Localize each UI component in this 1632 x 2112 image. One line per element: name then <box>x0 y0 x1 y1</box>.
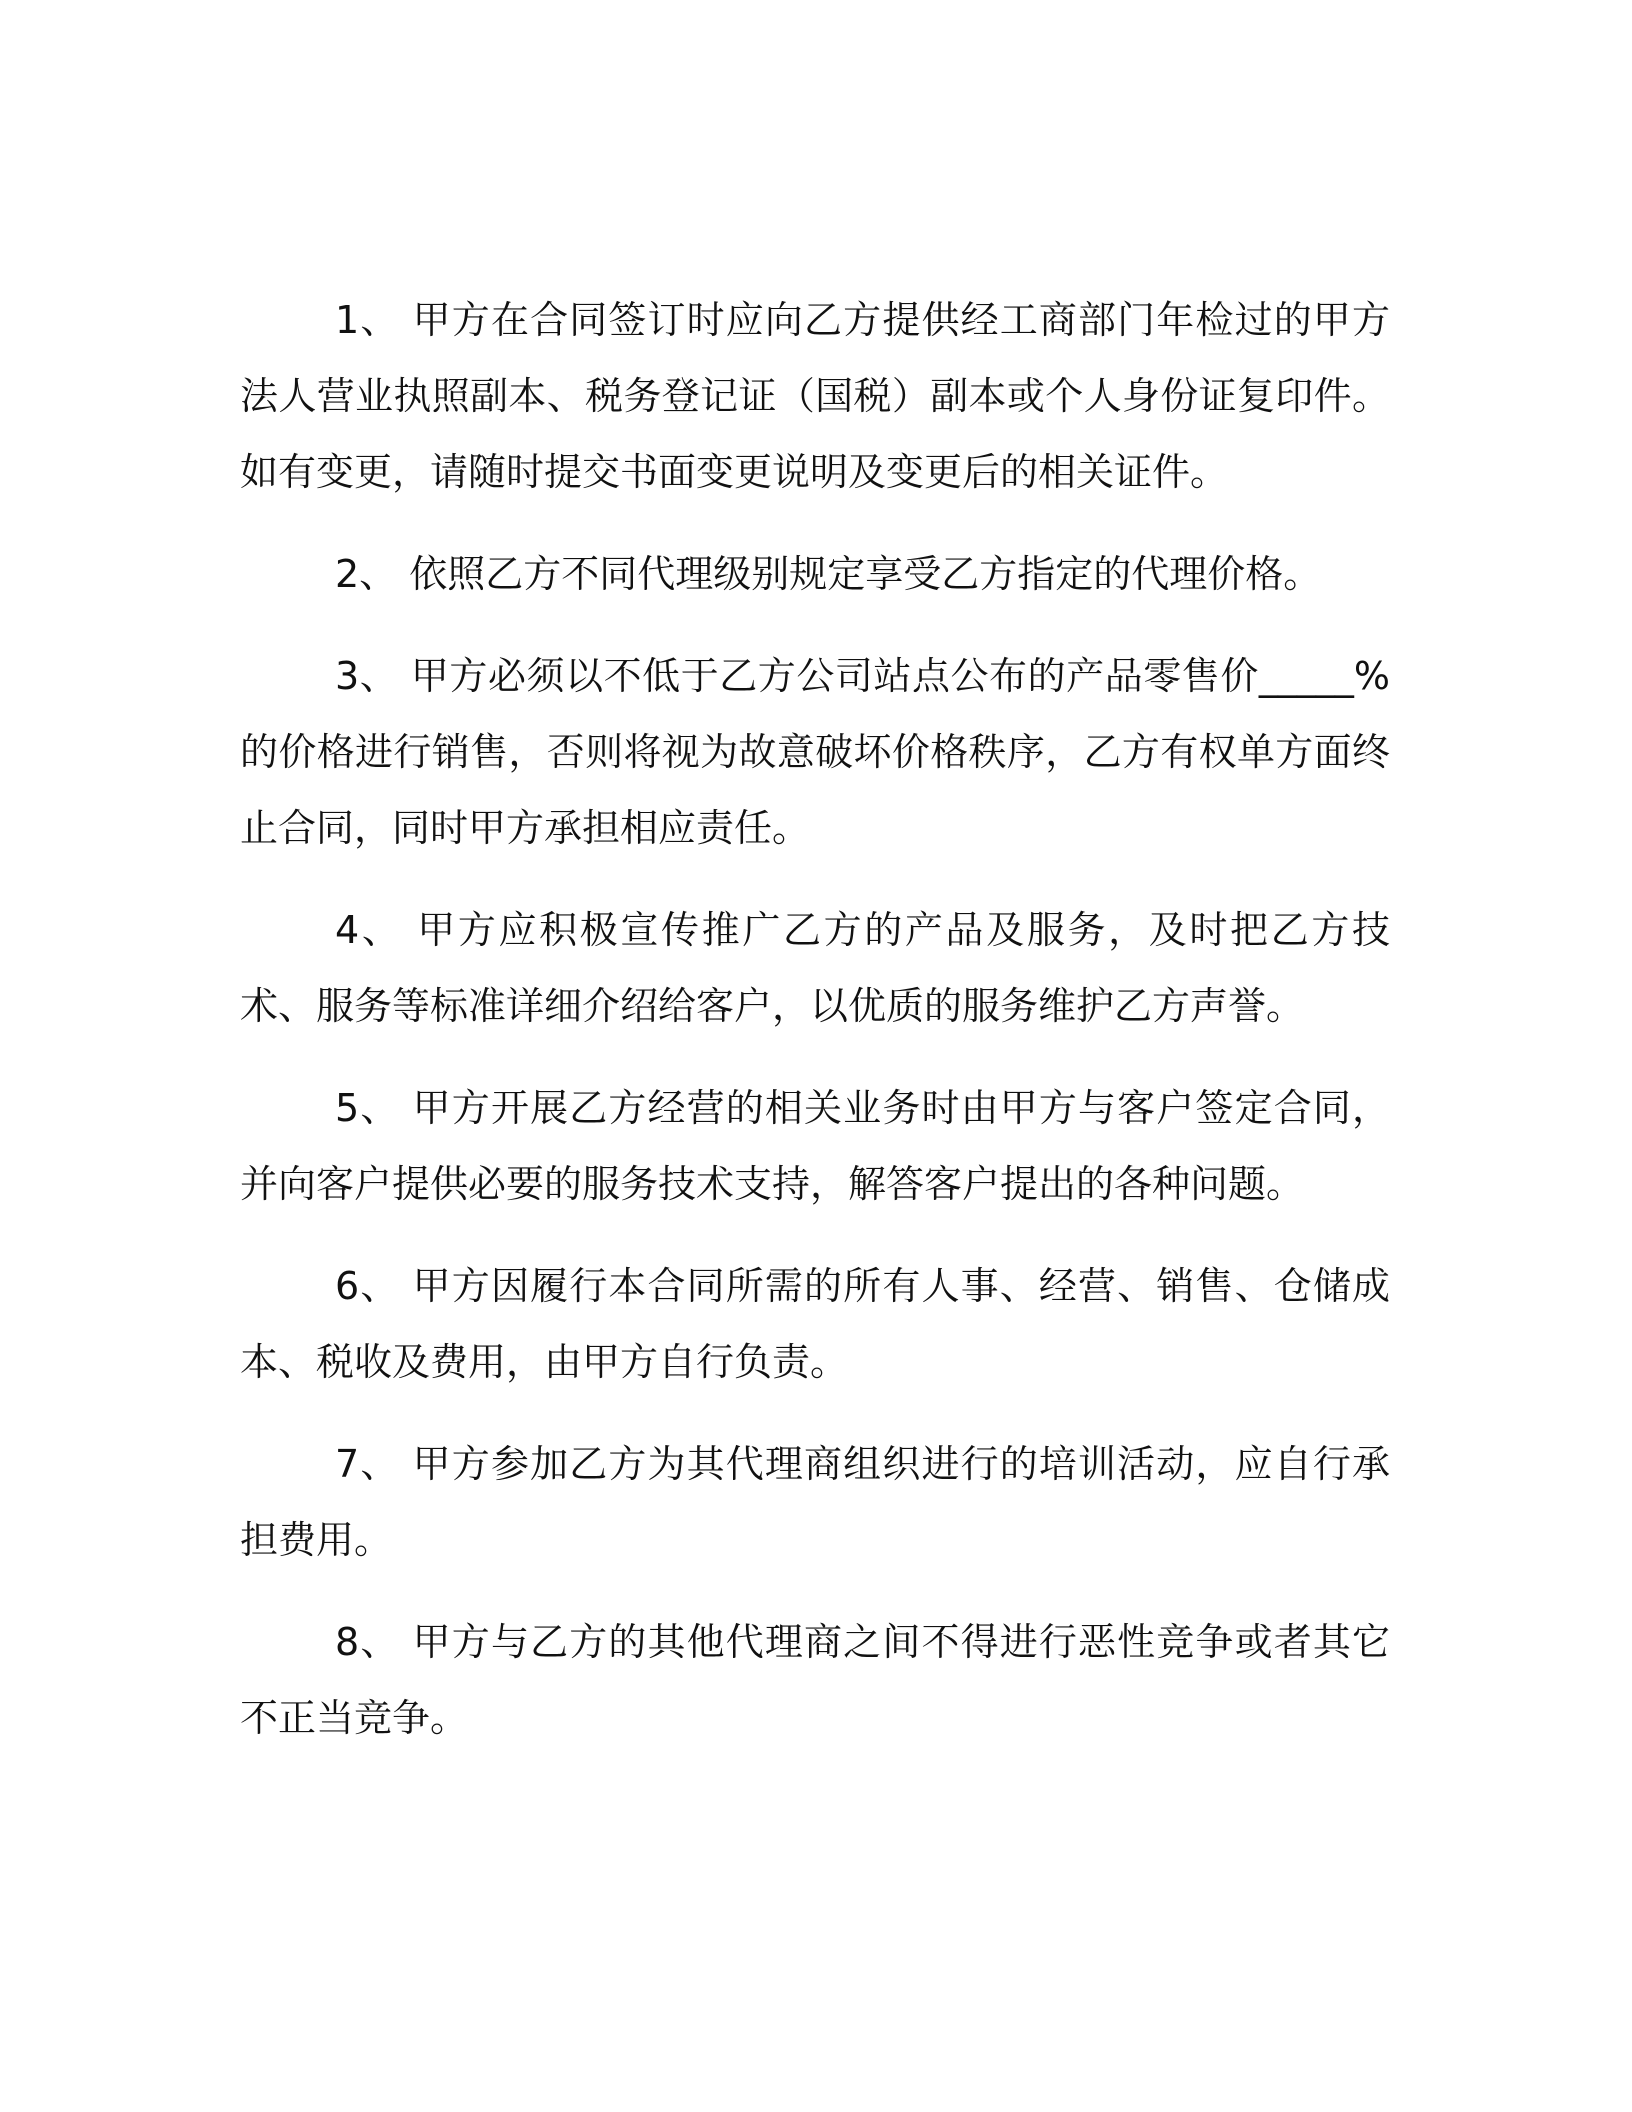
clause-number: 5、 <box>335 1086 400 1130</box>
clause-text: 甲方在合同签订时应向乙方提供经工商部门年检过的甲方法人营业执照副本、税务登记证（国税）副本或个人身份证复印件。如有变更，请随时提交书面变更说明及变更后的相关证件。 <box>240 298 1390 494</box>
clause-text: 甲方开展乙方经营的相关业务时由甲方与客户签定合同，并向客户提供必要的服务技术支持，解答客户提出的各种问题。 <box>240 1086 1390 1206</box>
clause-number: 7、 <box>335 1442 400 1486</box>
clause-number: 4、 <box>335 908 403 952</box>
clause-number: 3、 <box>335 654 399 698</box>
clause-number: 2、 <box>335 552 398 596</box>
clause-number: 6、 <box>335 1264 400 1308</box>
clause-text: 甲方与乙方的其他代理商之间不得进行恶性竞争或者其它不正当竞争。 <box>240 1620 1390 1740</box>
clause-text: 甲方必须以不低于乙方公司站点公布的产品零售价_____%的价格进行销售，否则将视为故意破坏价格秩序，乙方有权单方面终止合同，同时甲方承担相应责任。 <box>240 654 1390 850</box>
clause-2 <box>240 536 1390 612</box>
clause-text: 甲方应积极宣传推广乙方的产品及服务，及时把乙方技术、服务等标准详细介绍给客户，以优质的服务维护乙方声誉。 <box>240 908 1390 1028</box>
document-body <box>240 282 1390 1782</box>
clause-4 <box>240 892 1390 1044</box>
clause-8 <box>240 1604 1390 1756</box>
clause-7 <box>240 1426 1390 1578</box>
clause-text: 依照乙方不同代理级别规定享受乙方指定的代理价格。 <box>397 552 1322 596</box>
clause-number: 8、 <box>335 1620 400 1664</box>
clause-text: 甲方因履行本合同所需的所有人事、经营、销售、仓储成本、税收及费用，由甲方自行负责。 <box>240 1264 1390 1384</box>
clause-5 <box>240 1070 1390 1222</box>
clause-3 <box>240 638 1390 866</box>
clause-number: 1、 <box>335 298 400 342</box>
clause-6 <box>240 1248 1390 1400</box>
clause-text: 甲方参加乙方为其代理商组织进行的培训活动，应自行承担费用。 <box>240 1442 1390 1562</box>
clause-1 <box>240 282 1390 510</box>
